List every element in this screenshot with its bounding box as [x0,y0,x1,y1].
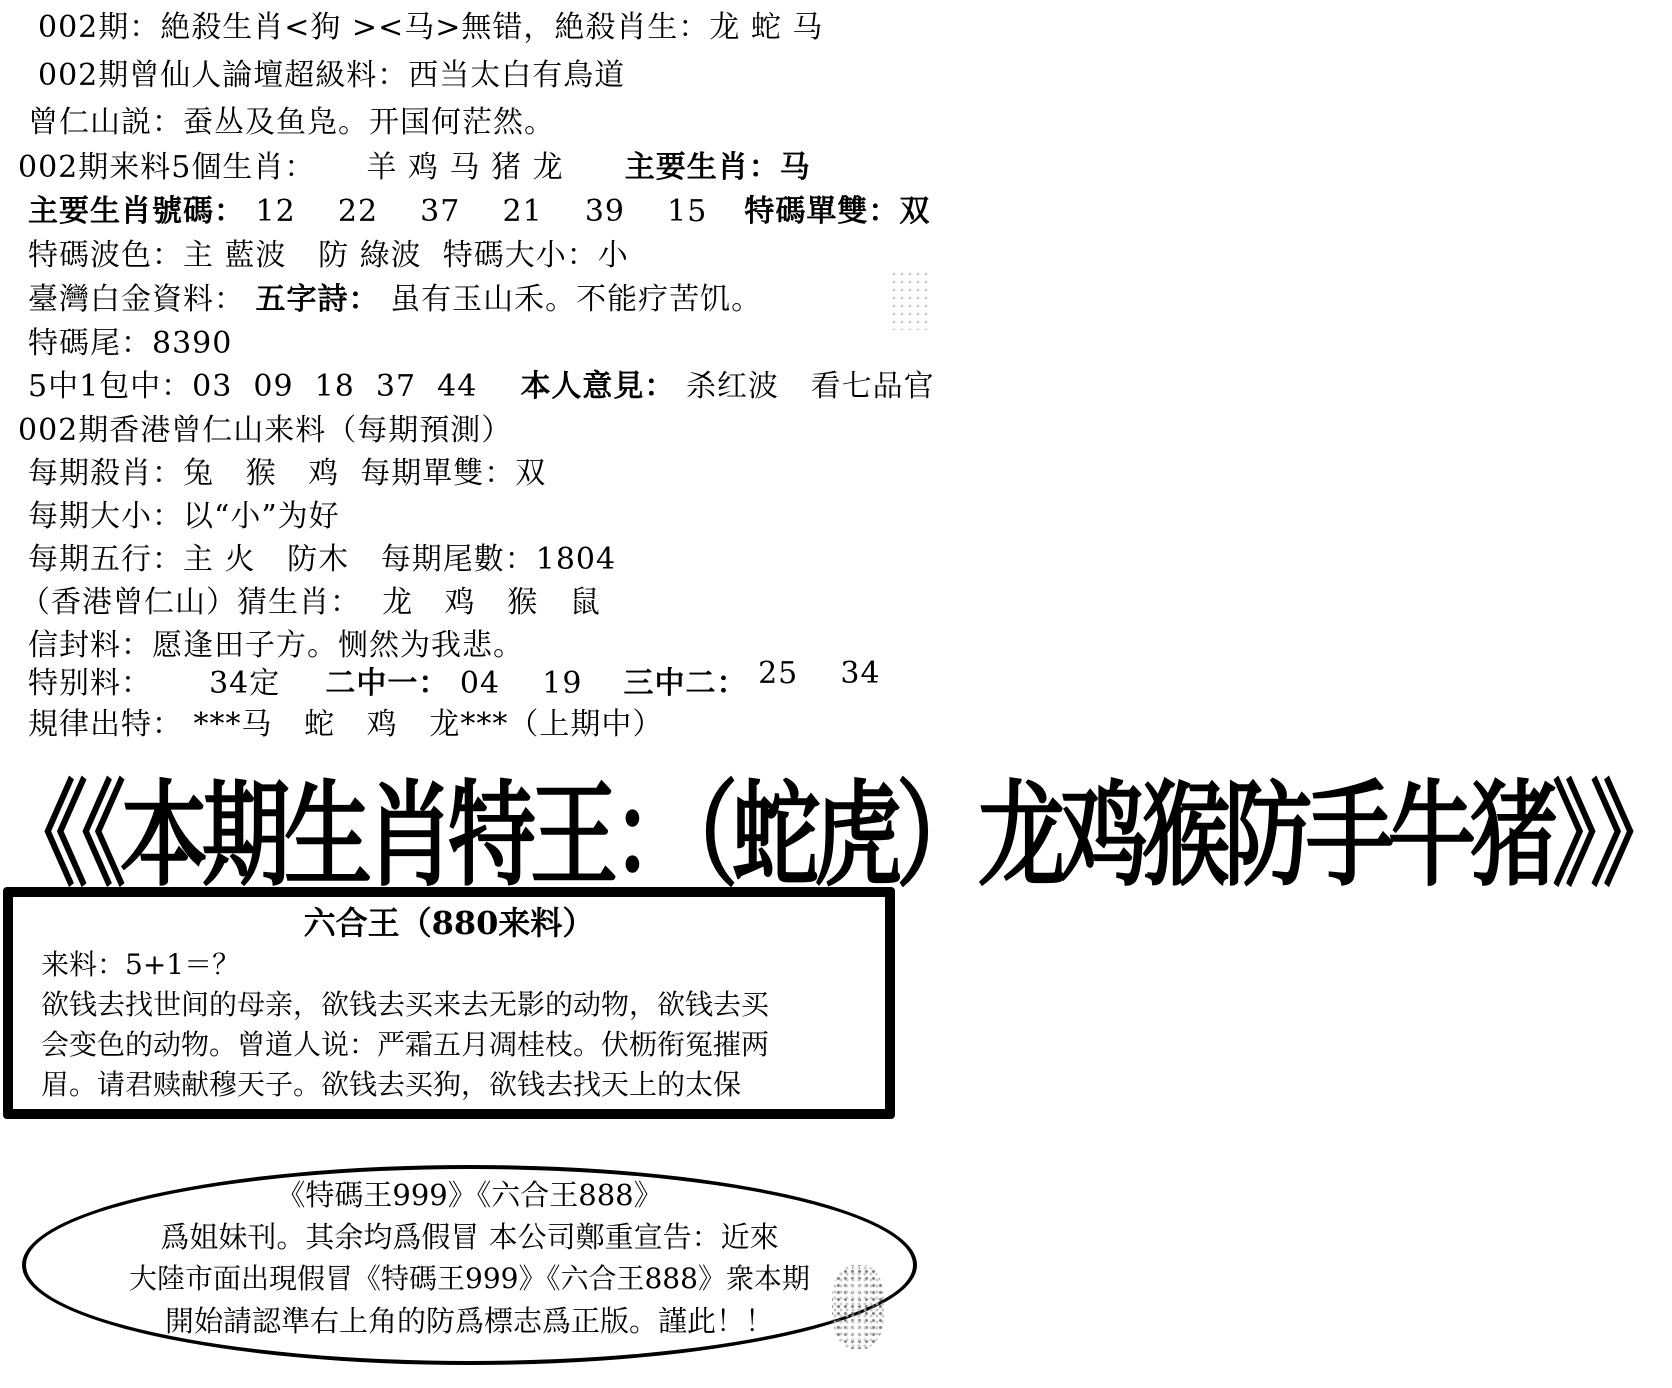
line-envelope-material [28,626,524,666]
odd-even-text: 特碼單雙：双 [744,194,931,229]
two-of-one-label: 二中一： [325,666,450,701]
notice-line-counterfeit: 大陸市面出現假冒《特碼王999》《六合王888》衆本期 [129,1262,810,1295]
notice-line-instruction: 開始請認準右上角的防爲標志爲正版。謹此！！ [164,1304,774,1338]
line-five-elements [28,540,616,580]
line-special-material [28,656,881,704]
five-elements-text: 每期五行：主 火 防木 每期尾數：1804 [28,542,617,577]
main-numbers-label: 主要生肖號碼： [28,194,245,229]
line-five-pick-one [28,367,935,407]
line-poem-quote [28,103,555,143]
liuhe-king-title: 六合王（880来料） [303,904,595,942]
main-zodiac-text: 主要生肖：马 [624,150,811,185]
box-line-poem-1: 欲钱去找世间的母亲，欲钱去买来去无影的动物，欲钱去买 [41,988,770,1021]
box-line-riddle: 来料：5+1＝？ [41,948,241,981]
five-word-poem-label: 五字詩： [255,282,380,317]
envelope-material-text: 信封料：愿逢田子方。恻然为我悲。 [28,628,524,663]
liuhe-king-box [3,887,895,1119]
five-zodiacs-values: 羊 鸡 马 猪 龙 [366,150,564,185]
box-line-poem-3: 眉。请君赎献穆天子。欲钱去买狗，欲钱去找天上的太保 [41,1068,742,1101]
rule-special-text: ***马 蛇 鸡 龙***（上期中） [193,707,664,742]
guess-zodiac-text: （香港曾仁山）猜生肖： 龙 鸡 猴 鼠 [20,585,601,620]
three-of-two-values: 25 34 [758,656,881,691]
tail-digits-text: 特碼尾：8390 [28,326,233,361]
line-hk-heading [18,411,512,451]
poem-quote-text: 曾仁山説：蚕丛及鱼凫。开国何茫然。 [28,105,555,140]
line-forum-material [38,56,625,96]
taiwan-material-label: 臺灣白金資料： [28,282,245,317]
each-size-text: 每期大小：以“小”为好 [28,499,340,534]
wave-color-text: 特碼波色：主 藍波 防 綠波 特碼大小：小 [28,238,629,273]
two-of-one-values: 04 19 [459,666,583,701]
special-material-label: 特别料： [28,666,152,701]
line-kill-zodiac [38,8,823,48]
line-rule-special [28,705,663,745]
five-pick-one-text: 5中1包中：03 09 18 37 44 [28,369,478,404]
each-kill-text: 每期殺肖：兔 猴 鸡 每期單雙：双 [28,456,547,491]
line-each-kill [28,454,546,494]
notice-line-titles: 《特碼王999》《六合王888》 [276,1178,663,1212]
rule-special-label: 規律出特： [28,707,183,742]
forum-material-text: 002期曾仙人論壇超級料：西当太白有鳥道 [38,58,626,93]
three-of-two-label: 三中二： [623,666,748,701]
line-tail-digits [28,324,232,364]
five-zodiacs-label: 002期来料5個生肖： [18,150,316,185]
notice-line-sister: 爲姐妹刊。其余均爲假冒 本公司鄭重宣告：近來 [160,1220,779,1254]
kill-zodiac-text: 002期：絶殺生肖<狗 ><马>無错，絶殺肖生：龙 蛇 马 [38,10,824,45]
special-fixed-text: 34定 [209,666,281,701]
line-five-zodiacs [18,148,811,188]
line-each-size [28,497,340,537]
scan-noise [890,270,930,330]
personal-opinion-text: 杀红波 看七品官 [685,369,935,404]
hk-heading-text: 002期香港曾仁山来料（每期預測） [18,413,513,448]
main-numbers-values: 12 22 37 21 39 15 [255,194,708,229]
anti-counterfeit-seal [832,1265,884,1349]
personal-opinion-label: 本人意見： [520,369,676,404]
line-wave-color [28,236,629,276]
anti-counterfeit-notice [22,1165,917,1365]
five-word-poem-text: 虽有玉山禾。不能疗苦饥。 [390,282,763,317]
zodiac-king-banner-text: 《《本期生肖特王：（蛇虎）龙鸡猴防手牛猪》》 [0,768,1672,903]
line-main-numbers [28,192,930,232]
box-line-poem-2: 会变色的动物。曾道人说：严霜五月凋桂枝。伏枥衔冤摧两 [41,1028,770,1061]
line-guess-zodiac [20,583,601,623]
line-taiwan-material [28,280,762,320]
